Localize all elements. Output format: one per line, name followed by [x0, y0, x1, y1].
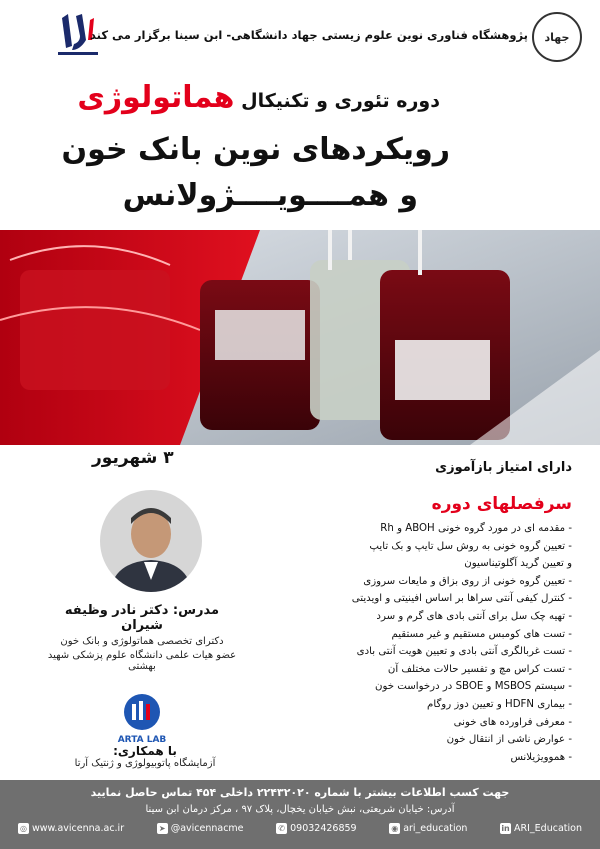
instagram-icon: ◉ [389, 823, 400, 834]
collaboration [60, 744, 230, 769]
telegram-text: @avicennacme [170, 823, 244, 834]
instructor-degree: دکترای تخصصی هماتولوژی و بانک خون [60, 636, 224, 647]
collaboration-partner: آزمایشگاه پاتوبیولوژی و ژنتیک آرتا [74, 758, 216, 769]
course-title-line3: و همــــویــــژولانس [122, 178, 418, 213]
list-item: - معرفی فراورده های خونی [453, 716, 572, 728]
list-item: - تعیین گروه خونی از روی بزاق و مایعات سروزی [363, 575, 572, 587]
website-text: www.avicenna.ac.ir [32, 823, 125, 834]
organizer-text: پژوهشگاه فناوری نوین علوم زیستی جهاد دانشگاهی- ابن سینا برگزار می کند [90, 28, 528, 42]
jahad-logo [532, 12, 582, 62]
list-item: - تعیین گروه خونی به روش سل تایپ و بک تایپ [369, 540, 572, 552]
collaboration-heading: با همکاری: [113, 744, 177, 758]
header [0, 0, 600, 70]
list-item: - تست کراس مچ و تفسیر حالات مختلف آن [387, 663, 572, 675]
arta-lab-logo [112, 692, 172, 744]
contact-info: جهت کسب اطلاعات بیشتر با شماره ۲۲۴۳۲۰۲۰ داخلی ۴۵۴ تماس حاصل نمایید [90, 786, 510, 799]
list-item: - هموویژیلانس [510, 751, 572, 763]
list-item: - سیستم MSBOS و SBOE در درخواست خون [374, 681, 572, 693]
list-item: - تست غربالگری آنتی بادی و تعیین هویت آنتی بادی [356, 646, 572, 658]
blood-bags-banner [0, 230, 600, 445]
instructor-affiliation: عضو هیات علمی دانشگاه علوم پزشکی شهید بهشتی [47, 650, 237, 672]
title-prefix: دوره تئوری و تکنیکال [241, 90, 440, 112]
list-item: - بیماری HDFN و تعیین دوز روگام [427, 698, 572, 710]
arta-lab-logo-text: ARTA LAB [117, 735, 167, 744]
list-item: و تعیین گرید آگلوتیناسیون [464, 558, 572, 570]
whatsapp-icon: ✆ [276, 823, 287, 834]
website-link[interactable] [18, 823, 124, 834]
phone-link[interactable] [276, 823, 357, 834]
list-item: - کنترل کیفی آنتی سراها بر اساس افینیتی و اویدیتی [351, 593, 572, 605]
course-topics [272, 494, 572, 766]
list-item: - مقدمه ای در مورد گروه خونی ABOH و Rh [380, 523, 572, 534]
course-title-line2: رویکردهای نوین بانک خون [61, 132, 450, 167]
social-links [0, 823, 600, 834]
credit-badge: دارای امتیاز بازآموزی [435, 460, 572, 475]
linkedin-text: ARI_Education [514, 823, 582, 834]
topics-heading: سرفصلهای دوره [431, 494, 572, 514]
phone-text: 09032426859 [290, 823, 357, 834]
list-item: - تست های کومبس مستقیم و غیر مستقیم [391, 628, 572, 640]
instructor-name: مدرس: دکتر نادر وظیفه شیران [64, 603, 220, 633]
telegram-icon: ➤ [157, 823, 168, 834]
course-date: ۳ شهریور [92, 448, 174, 468]
linkedin-link[interactable] [500, 823, 582, 834]
globe-icon: ◎ [18, 823, 29, 834]
address: آدرس: خیابان شریعتی، نبش خیابان یخچال، پلاک ۹۷ ، مرکز درمان ابن سینا [145, 804, 455, 815]
topics-list [272, 520, 572, 766]
list-item: - عوارض ناشی از انتقال خون [446, 734, 572, 746]
list-item: - تهیه چک سل برای آنتی بادی های گرم و سرد [376, 610, 572, 622]
instagram-text: ari_education [403, 823, 468, 834]
course-title-line1 [77, 80, 440, 115]
instructor-photo [100, 490, 202, 592]
linkedin-icon: in [501, 824, 510, 833]
telegram-link[interactable] [157, 823, 244, 834]
instagram-link[interactable] [389, 823, 467, 834]
instructor-info [42, 603, 242, 672]
title-highlight: هماتولوژی [77, 80, 235, 115]
jahad-logo-text: جهاد [544, 30, 570, 44]
